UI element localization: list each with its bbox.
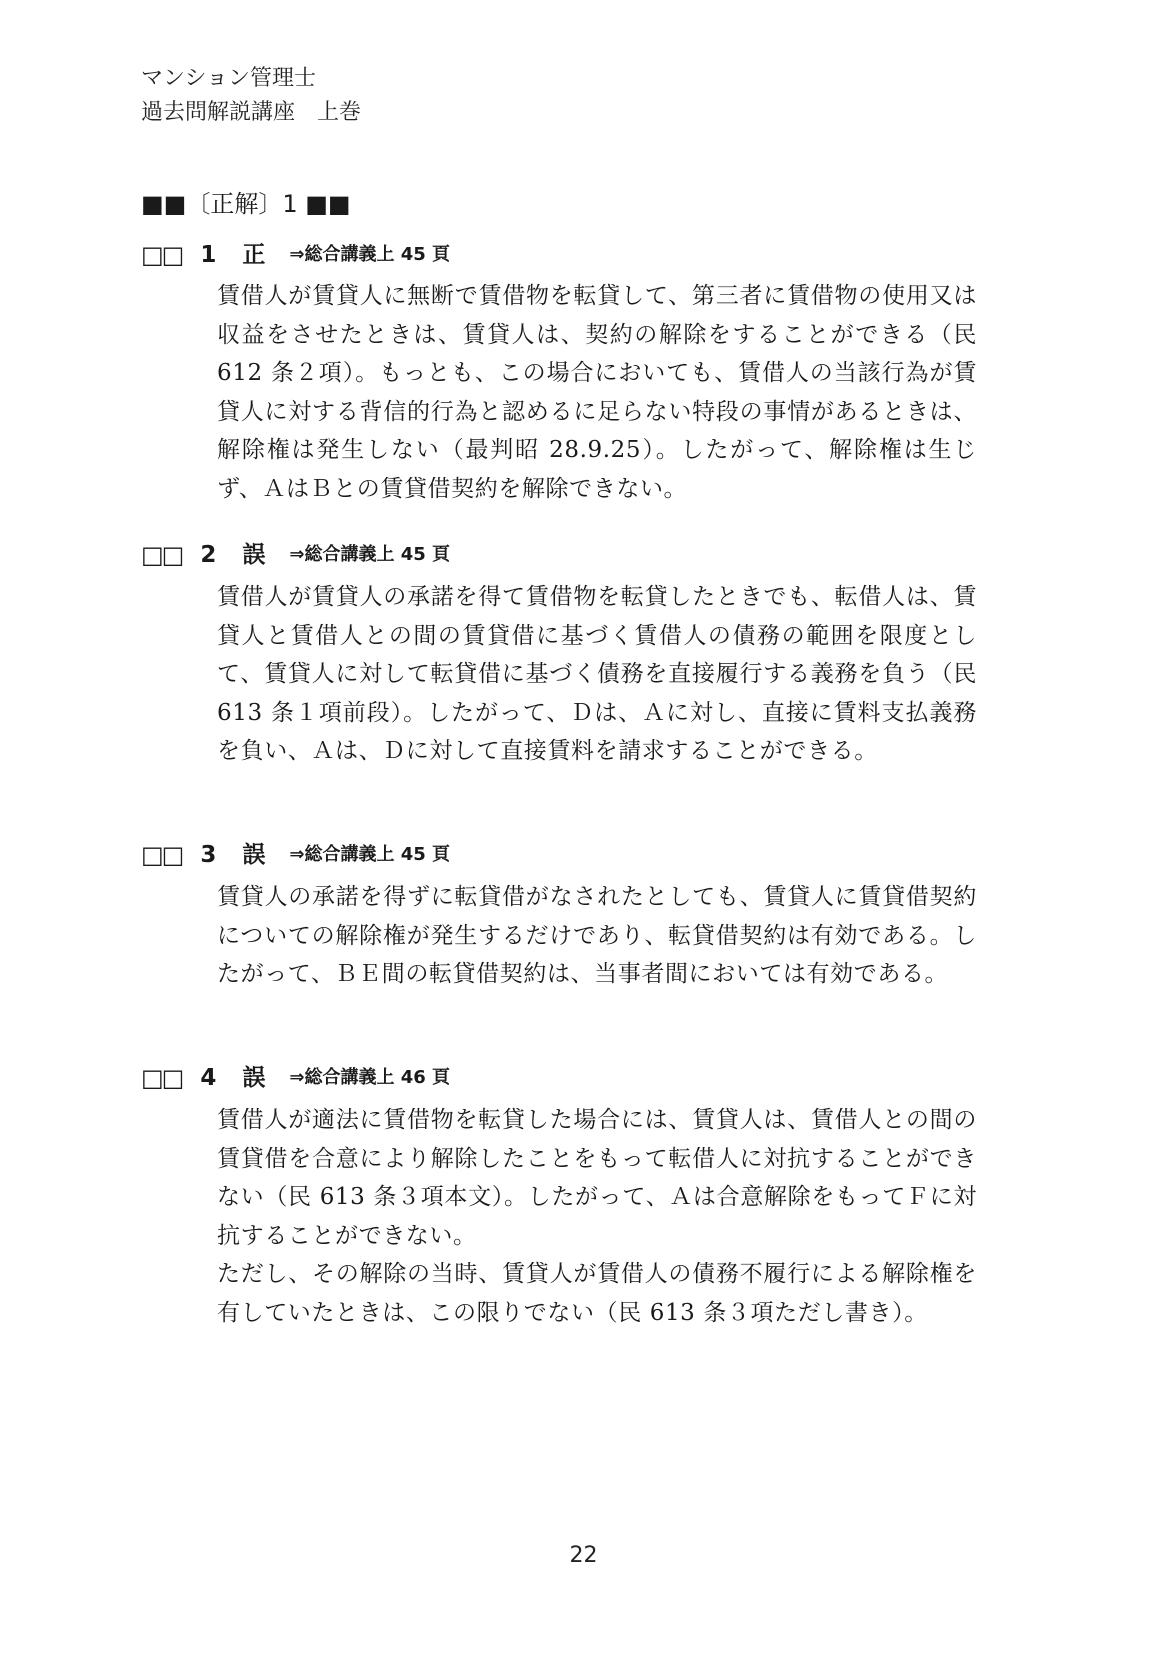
checkbox-pair: □□ (141, 241, 183, 269)
item-body-3 (217, 878, 977, 994)
item-paragraph: 賃貸人の承諾を得ずに転貸借がなされたとしても、賃貸人に賃貸借契約についての解除権が発生するだけであり、転貸借契約は有効である。したがって、ＢＥ間の転貸借契約は、当事者間においては有効である。 (217, 884, 977, 987)
item-paragraph: 賃借人が賃貸人の承諾を得て賃借物を転貸したときでも、転借人は、賃貸人と賃借人との間の賃貸借に基づく賃借人の債務の範囲を限度として、賃貸人に対して転貸借に基づく債務を直接履行する義務を負う（民 613 条１項前段）。したがって、Ｄは、Ａに対し、直接に賃料支払義務を負い、Ａは、Ｄに対して直接賃料を請求することができる。 (217, 584, 977, 764)
item-paragraph: ただし、その解除の当時、賃貸人が賃借人の債務不履行による解除権を有していたときは、この限りでない（民 613 条３項ただし書き）。 (217, 1261, 977, 1326)
item-verdict: 正 (242, 242, 266, 268)
item-heading-2 (141, 540, 450, 570)
item-verdict: 誤 (242, 842, 266, 868)
item-paragraph: 賃借人が適法に賃借物を転貸した場合には、賃貸人は、賃借人との間の賃貸借を合意により解除したことをもって転借人に対抗することができない（民 613 条３項本文）。したがって、Ａは合意解除をもってＦに対抗することができない。 (217, 1107, 977, 1249)
page-number: 22 (569, 1543, 598, 1568)
item-number: 1 (200, 242, 217, 268)
item-body-2 (217, 578, 977, 771)
item-verdict: 誤 (242, 542, 266, 568)
item-body-4 (217, 1101, 977, 1332)
item-verdict: 誤 (242, 1065, 266, 1091)
item-heading-4 (141, 1063, 450, 1093)
item-heading-3 (141, 840, 450, 870)
reference-link: ⇒総合講義上 45 頁 (289, 844, 451, 865)
checkbox-pair: □□ (141, 541, 183, 569)
item-number: 4 (200, 1065, 217, 1091)
item-body-1 (217, 277, 977, 508)
item-number: 2 (200, 542, 217, 568)
item-paragraph: 賃借人が賃貸人に無断で賃借物を転貸して、第三者に賃借物の使用又は収益をさせたときは、賃貸人は、契約の解除をすることができる（民 612 条２項）。もっとも、この場合においても、賃借人の当該行為が賃貸人に対する背信的行為と認めるに足らない特段の事情があるときは、解除権は発生しない（最判昭 28.9.25）。したがって、解除権は生じず、ＡはＢとの賃貸借契約を解除できない。 (217, 283, 977, 502)
item-heading-1 (141, 240, 450, 270)
reference-link: ⇒総合講義上 45 頁 (289, 544, 451, 565)
item-number: 3 (200, 842, 217, 868)
header-title: マンション管理士 (141, 66, 317, 91)
checkbox-pair: □□ (141, 1064, 183, 1092)
running-header (141, 62, 361, 130)
reference-link: ⇒総合講義上 46 頁 (289, 1067, 451, 1088)
header-subtitle: 過去問解説講座 上巻 (141, 100, 362, 125)
checkbox-pair: □□ (141, 841, 183, 869)
correct-answer-heading: ■■〔正解〕1 ■■ (141, 190, 351, 218)
reference-link: ⇒総合講義上 45 頁 (289, 244, 451, 265)
